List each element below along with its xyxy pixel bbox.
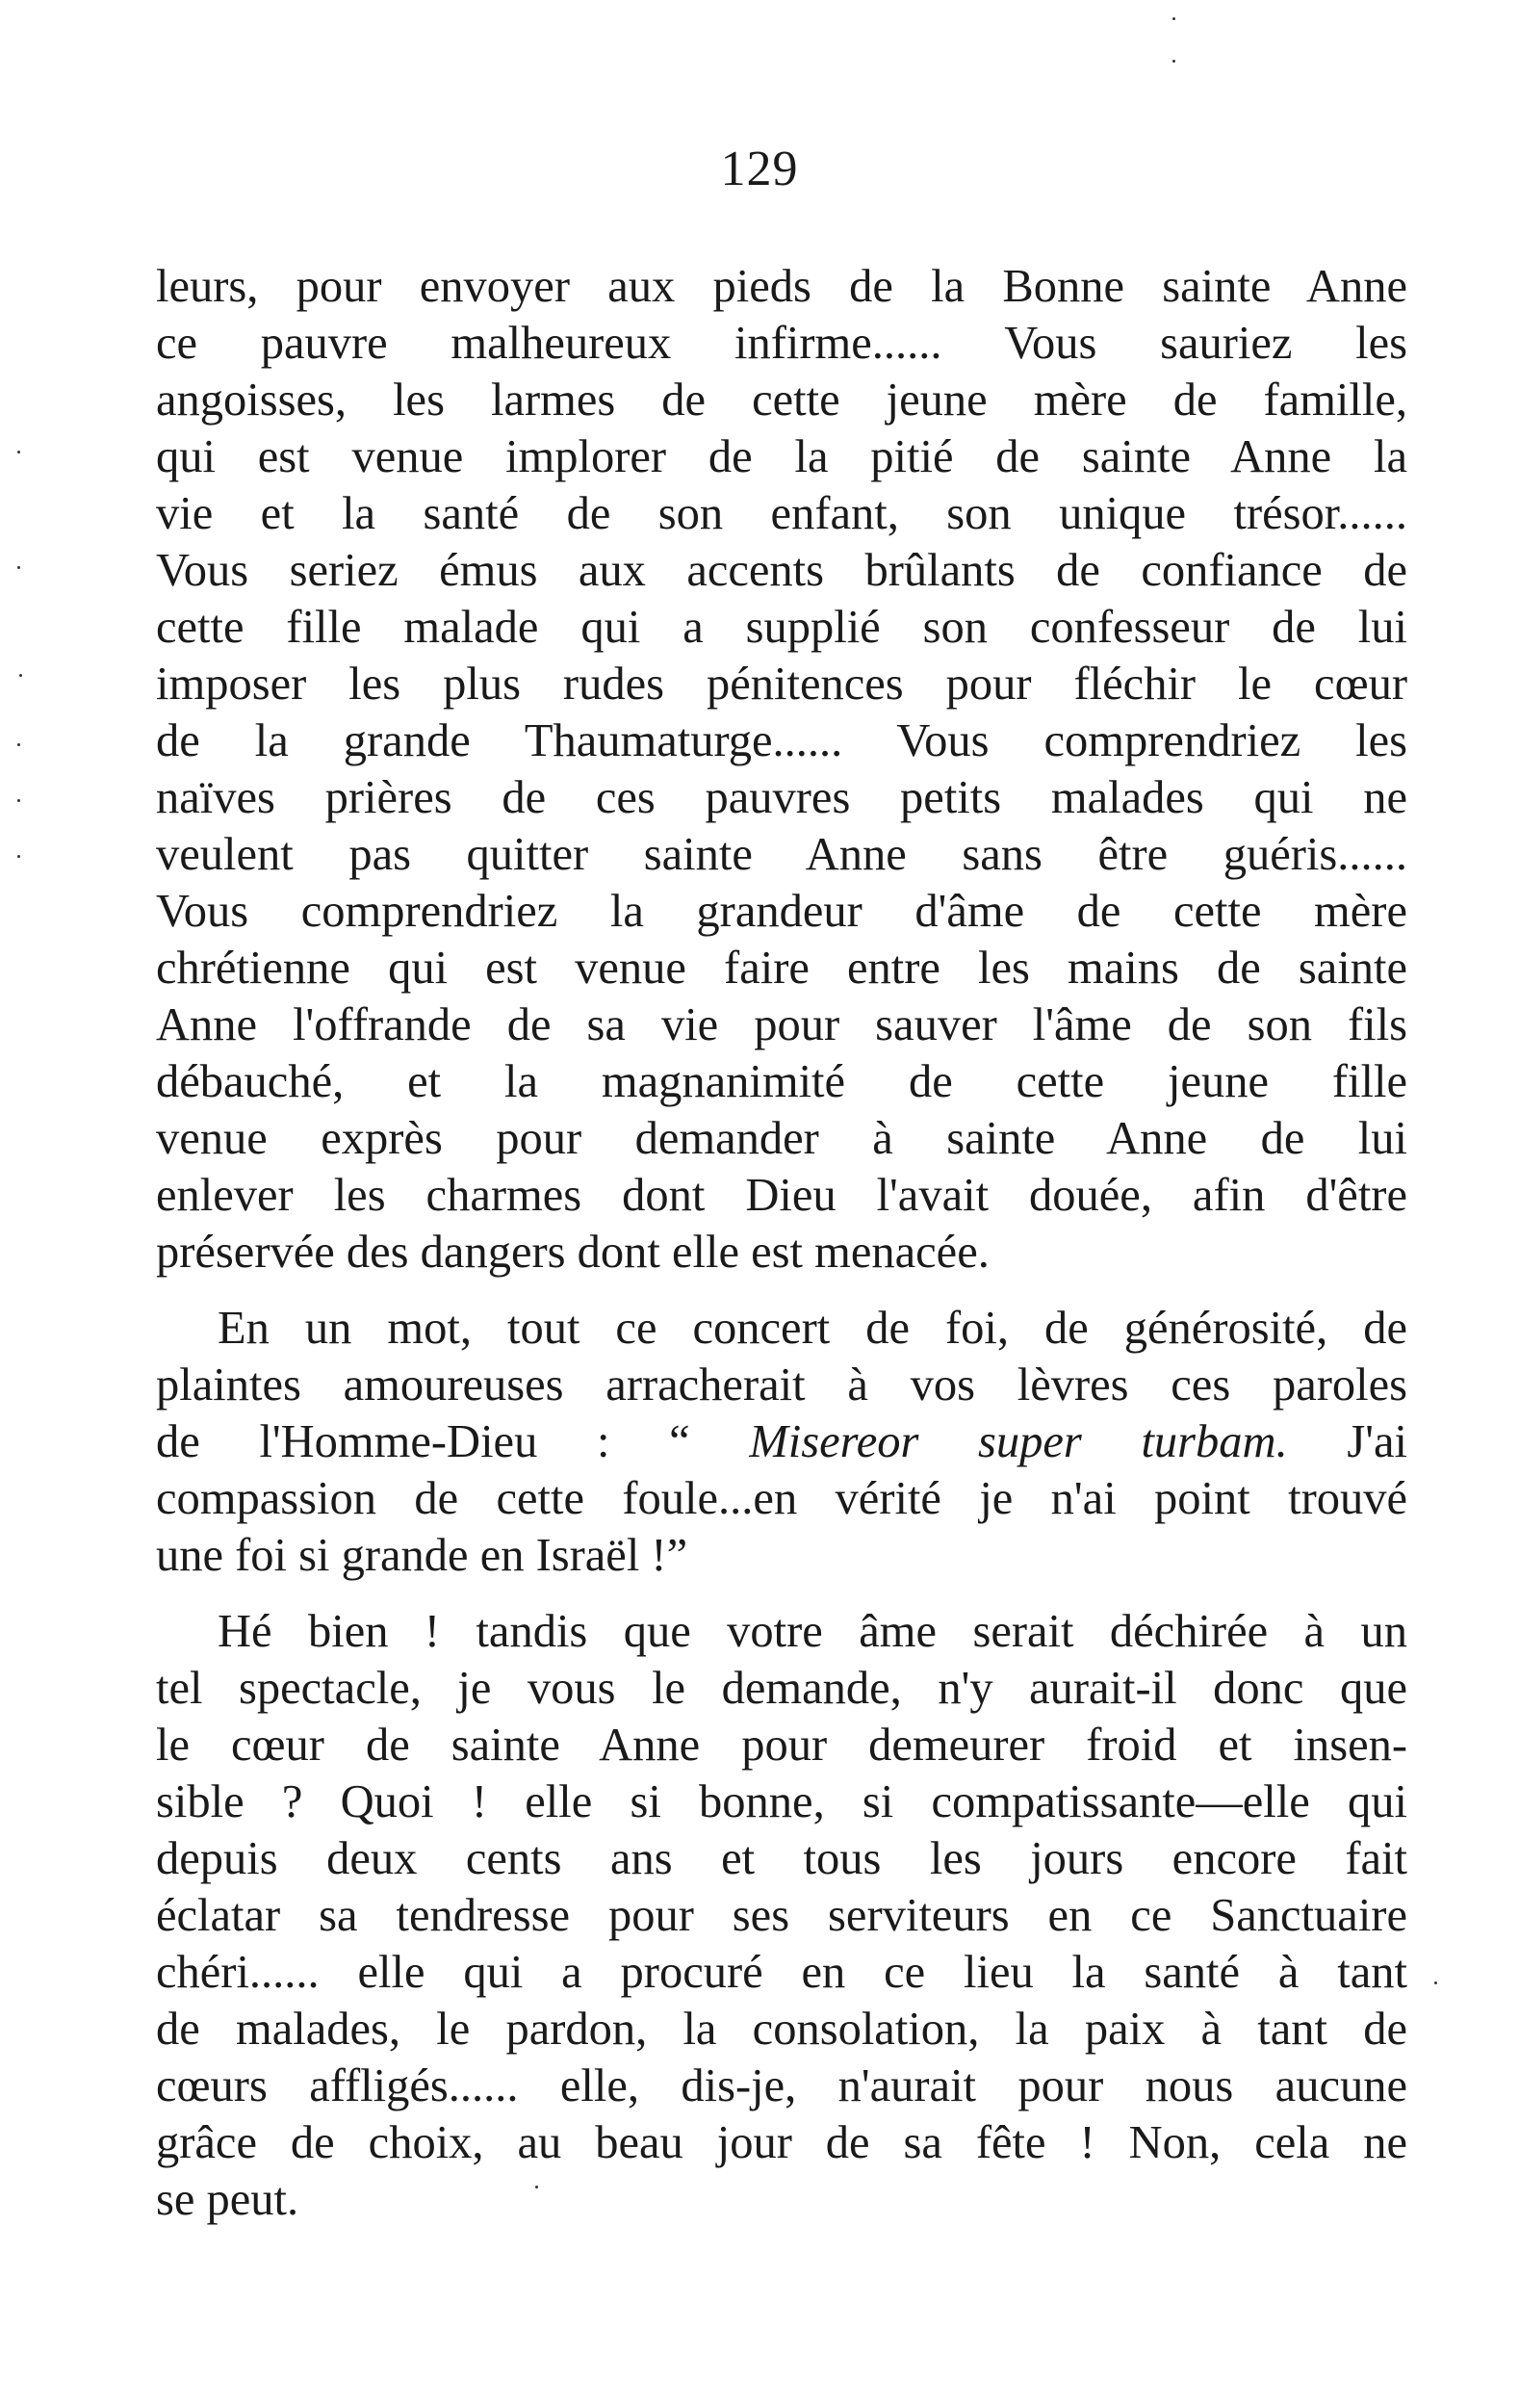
text-line: qui est venue implorer de la pitié de sainte Anne la	[156, 431, 1407, 482]
text-line: se peut.	[156, 2174, 299, 2225]
text-line: débauché, et la magnanimité de cette jeune fille	[156, 1056, 1407, 1107]
paragraph-1	[156, 258, 1407, 1281]
text-line: depuis deux cents ans et tous les jours encore fait	[156, 1833, 1407, 1884]
text-line: enlever les charmes dont Dieu l'avait douée, afin d'être	[156, 1170, 1407, 1221]
text-line: sible ? Quoi ! elle si bonne, si compatissante—elle qui	[156, 1776, 1407, 1827]
body-text	[156, 258, 1407, 2228]
text-line: imposer les plus rudes pénitences pour fléchir le cœur	[156, 659, 1407, 710]
text-line: de la grande Thaumaturge...... Vous comprendriez les	[156, 715, 1407, 766]
text-line: chéri...... elle qui a procuré en ce lieu la santé à tant	[156, 1947, 1407, 1998]
text-line: Vous seriez émus aux accents brûlants de confiance de	[156, 545, 1407, 596]
text-line: veulent pas quitter sainte Anne sans être guéris......	[156, 829, 1407, 880]
text-segment: de l'Homme-Dieu : “	[156, 1416, 750, 1467]
scan-speck	[535, 2186, 538, 2188]
text-line: Vous comprendriez la grandeur d'âme de cette mère	[156, 886, 1407, 937]
text-line: cœurs affligés...... elle, dis-je, n'aurait pour nous aucune	[156, 2060, 1407, 2111]
text-line: le cœur de sainte Anne pour demeurer froid et insen-	[156, 1720, 1407, 1771]
text-segment: J'ai	[1287, 1416, 1408, 1467]
text-line: venue exprès pour demander à sainte Anne de lui	[156, 1113, 1407, 1164]
text-line: En un mot, tout ce concert de foi, de générosité, de	[218, 1303, 1407, 1354]
text-line: vie et la santé de son enfant, son unique trésor......	[156, 488, 1407, 539]
text-line: plaintes amoureuses arracherait à vos lèvres ces paroles	[156, 1359, 1407, 1411]
text-line: une foi si grande en Israël !”	[156, 1530, 688, 1581]
latin-quote: Misereor super turbam.	[749, 1416, 1288, 1467]
text-line: préservée des dangers dont elle est menacée.	[156, 1227, 990, 1278]
text-line: angoisses, les larmes de cette jeune mère de famille,	[156, 375, 1407, 426]
text-line: Anne l'offrande de sa vie pour sauver l'âme de son fils	[156, 999, 1407, 1050]
text-line: Hé bien ! tandis que votre âme serait déchirée à un	[218, 1606, 1407, 1657]
paragraph-gap	[156, 1281, 1407, 1300]
scan-speck	[17, 799, 20, 802]
text-line: compassion de cette foule...en vérité je n'ai point trouvé	[156, 1473, 1407, 1524]
scan-speck	[1172, 60, 1175, 63]
scan-speck	[19, 674, 22, 677]
text-line: éclatar sa tendresse pour ses serviteurs en ce Sanctuaire	[156, 1890, 1407, 1941]
text-line: de malades, le pardon, la consolation, la paix à tant de	[156, 2004, 1407, 2055]
paragraph-3	[156, 1603, 1407, 2228]
scan-speck	[17, 855, 20, 858]
text-line: chrétienne qui est venue faire entre les mains de sainte	[156, 943, 1407, 994]
text-line: leurs, pour envoyer aux pieds de la Bonne sainte Anne	[156, 261, 1407, 312]
scan-speck	[17, 451, 20, 453]
paragraph-2	[156, 1300, 1407, 1584]
scan-speck	[17, 743, 20, 746]
scan-speck	[1434, 1981, 1437, 1984]
scan-speck	[1172, 17, 1175, 20]
scan-speck	[17, 566, 20, 569]
text-line: ce pauvre malheureux infirme...... Vous sauriez les	[156, 318, 1407, 369]
text-line: cette fille malade qui a supplié son confesseur de lui	[156, 602, 1407, 653]
paragraph-gap	[156, 1584, 1407, 1603]
text-line: tel spectacle, je vous le demande, n'y aurait-il donc que	[156, 1663, 1407, 1714]
text-line: naïves prières de ces pauvres petits malades qui ne	[156, 772, 1407, 823]
page-number: 129	[720, 142, 799, 196]
text-line-with-quote	[156, 1413, 1407, 1470]
text-line: grâce de choix, au beau jour de sa fête ! Non, cela ne	[156, 2117, 1407, 2168]
